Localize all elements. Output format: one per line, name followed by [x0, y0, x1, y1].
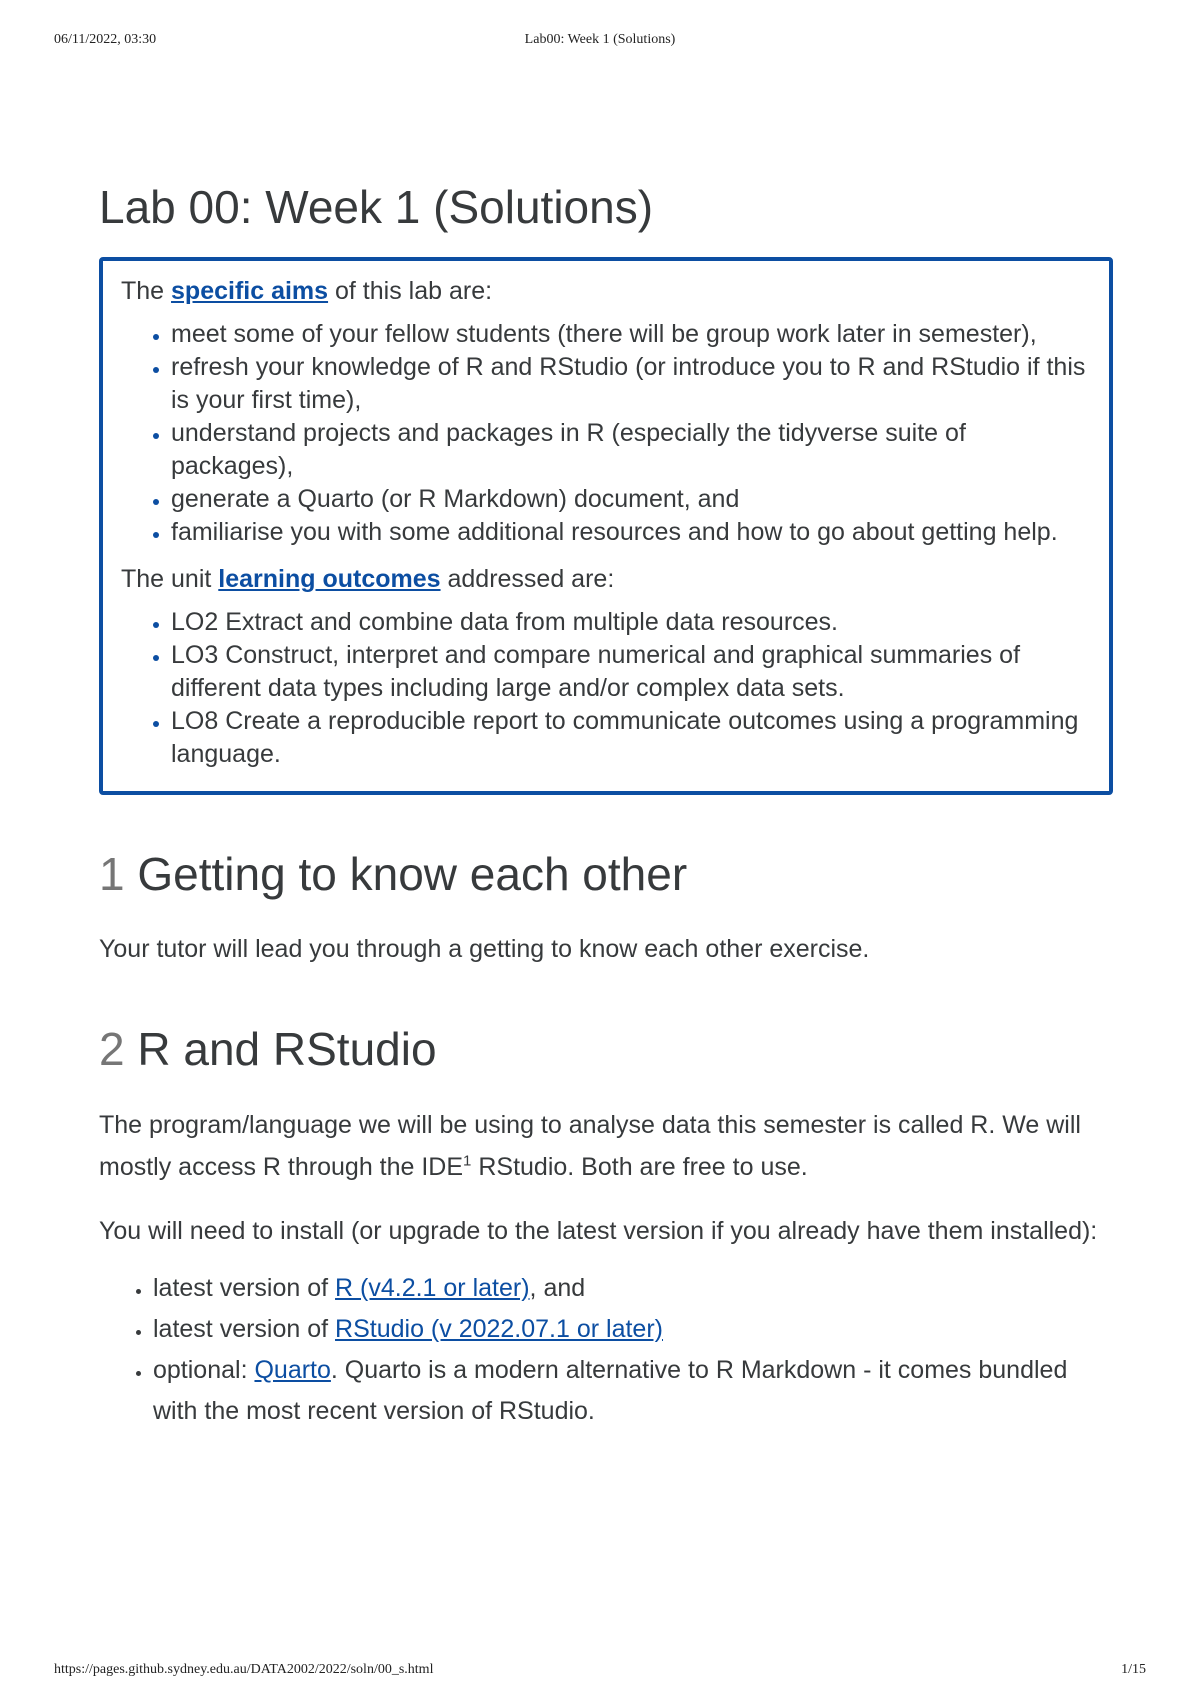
aims-intro: The specific aims of this lab are:: [121, 277, 493, 306]
section-1-heading: [99, 847, 1113, 902]
list-item: • refresh your knowledge of R and RStudio (or introduce you to R and RStudio if this is your first time),: [171, 351, 1089, 417]
print-url: https://pages.github.sydney.edu.au/DATA2002/2022/soln/00_s.html: [54, 1662, 434, 1677]
list-item: • meet some of your fellow students (there will be group work later in semester),: [171, 318, 1089, 351]
aims-callout: [99, 257, 1113, 795]
learning-outcomes-keyword: learning outcomes: [218, 565, 441, 594]
specific-aims-keyword: specific aims: [171, 277, 329, 306]
print-page-number: 1/15: [1121, 1662, 1146, 1677]
list-item: • generate a Quarto (or R Markdown) document, and: [171, 483, 1089, 516]
list-item: • LO3 Construct, interpret and compare numerical and graphical summaries of different data types including large and/or complex data sets.: [171, 639, 1089, 705]
section-2-paragraph-1: The program/language we will be using to analyse data this semester is called R. We will mostly access R through the IDE$^1$ RStudio. Both are free to use.: [99, 1110, 1081, 1181]
section-title: Getting to know each other: [137, 848, 688, 901]
install-list: [99, 1268, 1113, 1432]
print-datetime: 06/11/2022, 03:30: [54, 32, 157, 47]
list-item: • optional: Quarto. Quarto is a modern alternative to R Markdown - it comes bundled with the most recent version of RStudio.: [153, 1350, 1113, 1432]
document-body: [99, 180, 1113, 1432]
list-item: • LO8 Create a reproducible report to communicate outcomes using a programming language.: [171, 705, 1089, 771]
section-title: R and RStudio: [137, 1023, 437, 1076]
list-item: • latest version of R (v4.2.1 or later), and: [153, 1268, 1113, 1309]
aims-list: [121, 318, 1089, 549]
outcomes-intro: The unit learning outcomes addressed are:: [121, 565, 615, 594]
rstudio-download-link[interactable]: RStudio (v 2022.07.1 or later): [335, 1314, 663, 1343]
list-item: • familiarise you with some additional resources and how to go about getting help.: [171, 516, 1089, 549]
section-1-text: Your tutor will lead you through a getting to know each other exercise.: [99, 935, 870, 964]
outcomes-list: [121, 606, 1089, 771]
footnote-ref[interactable]: 1: [463, 1152, 472, 1170]
section-number: 1: [99, 848, 125, 901]
section-2-heading: [99, 1022, 1113, 1077]
list-item: • latest version of RStudio (v 2022.07.1 or later): [153, 1309, 1113, 1350]
section-number: 2: [99, 1023, 125, 1076]
quarto-link[interactable]: Quarto: [254, 1355, 331, 1384]
list-item: • understand projects and packages in R (especially the tidyverse suite of packages),: [171, 417, 1089, 483]
print-page-title: Lab00: Week 1 (Solutions): [524, 32, 676, 47]
list-item: • LO2 Extract and combine data from multiple data resources.: [171, 606, 1089, 639]
page-title: Lab 00: Week 1 (Solutions): [99, 181, 654, 233]
section-2-paragraph-2: You will need to install (or upgrade to the latest version if you already have them installed):: [99, 1216, 1098, 1245]
r-download-link[interactable]: R (v4.2.1 or later): [335, 1273, 530, 1302]
